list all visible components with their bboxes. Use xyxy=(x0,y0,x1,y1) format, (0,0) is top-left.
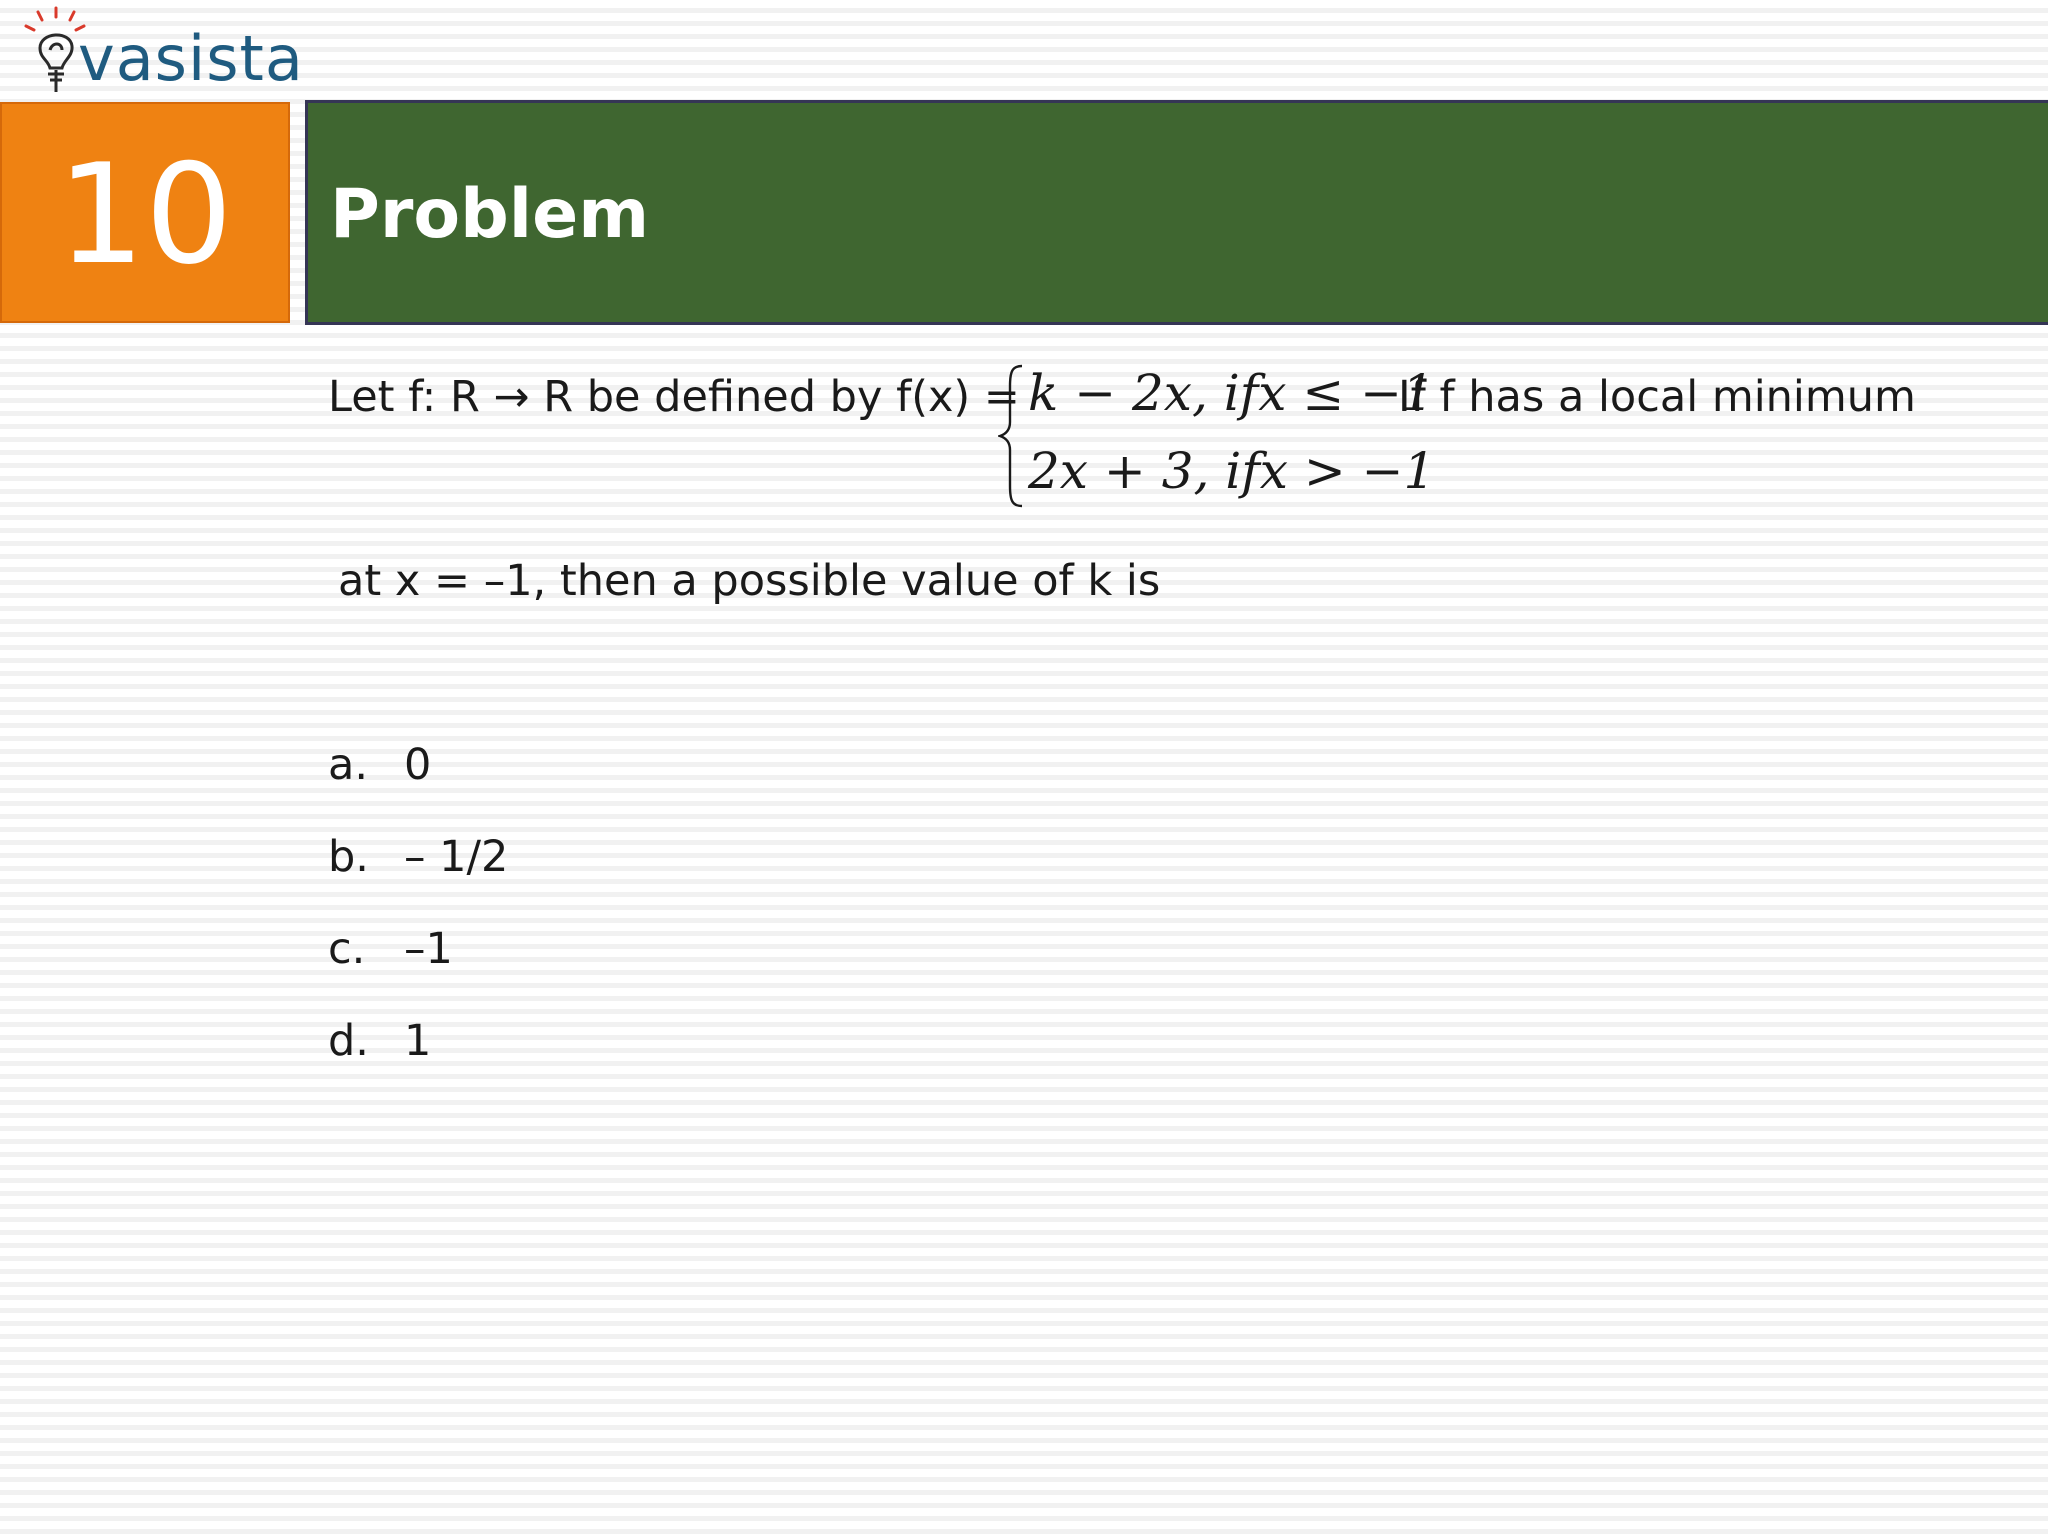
slide-number-box xyxy=(0,102,290,323)
option-letter: a. xyxy=(328,740,369,790)
slide-number: 10 xyxy=(57,133,233,295)
piecewise-case-2: 2x + 3, ifx > −1 xyxy=(1028,442,1436,500)
question-intro: Let f: R → R be defined by f(x) = xyxy=(328,372,1020,422)
option-value: 0 xyxy=(404,740,432,790)
option-value: – 1/2 xyxy=(404,832,509,882)
option-letter: c. xyxy=(328,924,366,974)
slide-title: Problem xyxy=(330,175,650,254)
vasista-logo xyxy=(18,4,304,100)
logo-wordmark: vasista xyxy=(78,22,304,95)
title-bar xyxy=(305,100,2048,325)
option-value: –1 xyxy=(404,924,453,974)
option-letter: d. xyxy=(328,1016,369,1066)
option-value: 1 xyxy=(404,1016,432,1066)
piecewise-brace xyxy=(998,362,1028,510)
piecewise-case-1: k − 2x, ifx ≤ −1 xyxy=(1028,364,1434,422)
question-continuation: If f has a local minimum xyxy=(1398,372,1916,422)
option-letter: b. xyxy=(328,832,369,882)
question-line-2: at x = –1, then a possible value of k is xyxy=(338,556,1161,606)
